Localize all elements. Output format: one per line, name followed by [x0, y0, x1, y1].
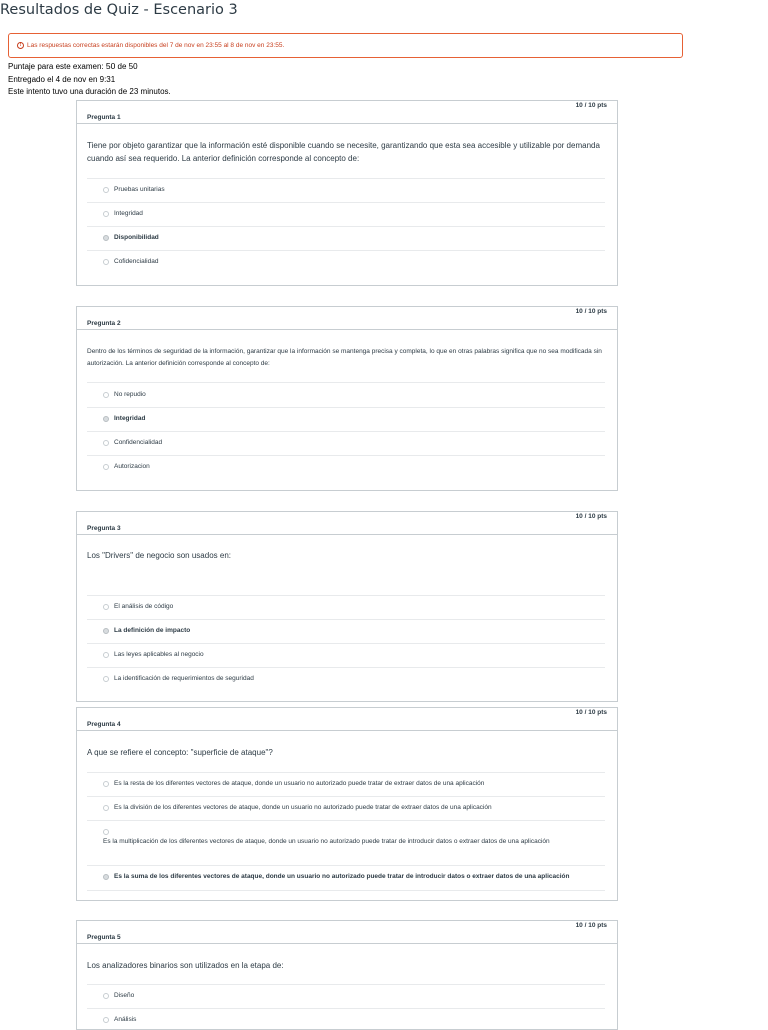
answer-option[interactable] — [87, 667, 605, 692]
question-text: Dentro de los términos de seguridad de la información, garantizar que la información se mantenga precisa y completa, lo que en otras palabras significa que no sea modificada sin autorización. La anterior definición corresponde al concepto de: — [87, 348, 602, 367]
answer-option[interactable] — [87, 796, 605, 821]
answer-label: Pruebas unitarias — [114, 186, 165, 193]
question-text: A que se refiere el concepto: "superficie de ataque"? — [87, 748, 273, 757]
duration-line: Este intento tuvo una duración de 23 minutos. — [8, 87, 171, 96]
answer-label: Integridad — [114, 210, 143, 217]
radio-icon[interactable] — [103, 676, 109, 682]
radio-icon[interactable] — [103, 464, 109, 470]
question-points: 10 / 10 pts — [575, 102, 607, 109]
radio-icon[interactable] — [103, 211, 109, 217]
question-header — [77, 101, 617, 124]
question-text: Los analizadores binarios son utilizados en la etapa de: — [87, 961, 284, 970]
answer-option-selected[interactable] — [87, 407, 605, 432]
answer-label: Diseño — [114, 992, 135, 999]
question-points: 10 / 10 pts — [575, 308, 607, 315]
question-text: Tiene por objeto garantizar que la información esté disponible cuando se necesite, garantizando que esta sea accesible y utilizable por demanda cuando así sea requerido. La anterior definición corresponde al concepto de: — [87, 141, 600, 163]
answer-label: No repudio — [114, 391, 146, 398]
answer-label: Cofidencialidad — [114, 258, 159, 265]
question-points: 10 / 10 pts — [575, 513, 607, 520]
answer-label: La definición de impacto — [114, 627, 191, 634]
score-total: de 50 — [115, 62, 138, 71]
radio-icon[interactable] — [103, 187, 109, 193]
answer-label: La identificación de requerimientos de seguridad — [114, 675, 254, 682]
question-title: Pregunta 3 — [87, 525, 121, 532]
page-title: Resultados de Quiz - Escenario 3 — [0, 2, 238, 18]
radio-selected-icon[interactable] — [103, 416, 109, 422]
answer-label: El análisis de código — [114, 603, 174, 610]
question-header — [77, 307, 617, 330]
question-card-4 — [76, 707, 618, 901]
answer-option-selected[interactable] — [87, 865, 605, 891]
radio-icon[interactable] — [103, 259, 109, 265]
answer-option-selected[interactable] — [87, 619, 605, 644]
question-card-2 — [76, 306, 618, 491]
question-title: Pregunta 4 — [87, 721, 121, 728]
score-line — [8, 60, 171, 74]
radio-selected-icon[interactable] — [103, 628, 109, 634]
answer-option[interactable] — [87, 202, 605, 227]
radio-icon[interactable] — [103, 1017, 109, 1023]
availability-alert — [8, 33, 683, 58]
score-label: Puntaje para este examen: — [8, 62, 106, 71]
question-header — [77, 512, 617, 535]
radio-selected-icon[interactable] — [103, 235, 109, 241]
answer-label: Integridad — [114, 415, 146, 422]
radio-icon[interactable] — [103, 392, 109, 398]
radio-selected-icon[interactable] — [103, 874, 109, 880]
answer-option[interactable] — [87, 772, 605, 797]
question-points: 10 / 10 pts — [575, 709, 607, 716]
answer-label: Es la resta de los diferentes vectores de ataque, donde un usuario no autorizado puede tratar de extraer datos de una aplicación — [114, 780, 485, 787]
radio-icon[interactable] — [103, 604, 109, 610]
answer-label: Autorizacion — [114, 463, 150, 470]
answer-label: Es la división de los diferentes vectores de ataque, donde un usuario no autorizado puede tratar de extraer datos de una aplicación — [114, 804, 492, 811]
answer-option[interactable] — [87, 178, 605, 203]
question-card-1 — [76, 100, 618, 286]
radio-icon[interactable] — [103, 440, 109, 446]
answer-option[interactable] — [87, 984, 605, 1009]
question-title: Pregunta 1 — [87, 114, 121, 121]
submitted-line: Entregado el 4 de nov en 9:31 — [8, 74, 116, 84]
answer-label: Análisis — [114, 1016, 137, 1023]
question-title: Pregunta 2 — [87, 320, 121, 327]
question-header — [77, 921, 617, 944]
radio-icon[interactable] — [103, 652, 109, 658]
answer-option-selected[interactable] — [87, 226, 605, 251]
question-header — [77, 708, 617, 731]
answer-label: Confidencialidad — [114, 439, 163, 446]
question-card-3 — [76, 511, 618, 702]
answer-option[interactable] — [87, 643, 605, 668]
radio-icon[interactable] — [103, 781, 109, 787]
answer-option[interactable] — [87, 595, 605, 620]
answer-label: Es la suma de los diferentes vectores de ataque, donde un usuario no autorizado puede tratar de introducir datos o extraer datos de una aplicación — [114, 873, 570, 880]
question-card-5 — [76, 920, 618, 1030]
answer-label: Disponibilidad — [114, 234, 159, 241]
question-points: 10 / 10 pts — [575, 922, 607, 929]
radio-icon[interactable] — [103, 829, 109, 835]
score-value: 50 — [105, 61, 116, 71]
attempt-summary — [8, 60, 171, 99]
answer-label: Las leyes aplicables al negocio — [114, 651, 204, 658]
question-text: Los "Drivers" de negocio son usados en: — [87, 551, 231, 560]
radio-icon[interactable] — [103, 805, 109, 811]
alert-text: Las respuestas correctas estarán disponibles del 7 de nov en 23:55 al 8 de nov en 23:55. — [27, 42, 285, 49]
radio-icon[interactable] — [103, 993, 109, 999]
answer-option[interactable] — [87, 250, 605, 275]
answer-option[interactable] — [87, 1008, 605, 1030]
answer-option[interactable] — [87, 431, 605, 456]
warning-icon: ! — [17, 42, 24, 49]
answer-option[interactable] — [87, 455, 605, 480]
question-title: Pregunta 5 — [87, 934, 121, 941]
answer-option[interactable] — [87, 382, 605, 408]
answer-option[interactable] — [87, 820, 605, 866]
answer-label: Es la multiplicación de los diferentes vectores de ataque, donde un usuario no autorizado puede tratar de introducir datos o extraer datos de una aplicación — [103, 838, 550, 845]
